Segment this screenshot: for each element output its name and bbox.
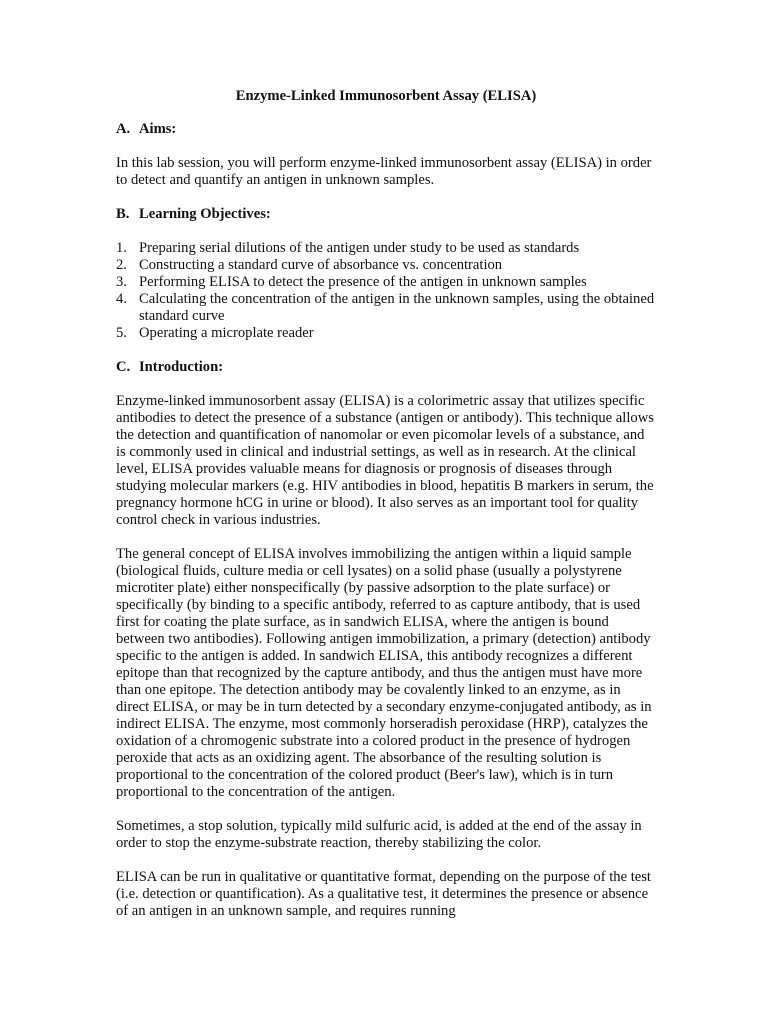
document-page [116,88,656,937]
list-item-number: 4. [116,291,127,307]
section-heading-objectives [116,206,656,223]
introduction-paragraph: Sometimes, a stop solution, typically mild sulfuric acid, is added at the end of the assay in order to stop the enzyme-substrate reaction, thereby stabilizing the color. [116,818,642,851]
list-item [116,240,656,257]
section-heading-text: Aims: [139,121,177,137]
list-item-number: 1. [116,240,127,256]
section-letter: C. [116,359,131,375]
list-item [116,257,656,274]
list-item-text: Calculating the concentration of the antigen in the unknown samples, using the obtained standard curve [139,291,655,324]
list-item [116,325,656,342]
list-item-number: 2. [116,257,127,273]
list-item-text: Operating a microplate reader [139,325,314,341]
introduction-paragraph: The general concept of ELISA involves immobilizing the antigen within a liquid sample (biological fluids, culture media or cell lysates) on a solid phase (usually a polystyrene microtiter plate) either nonspecifically (by passive adsorption to the plate surface) or specifically (by binding to a specific antibody, referred to as capture antibody, that is used first for coating the plate surface, as in sandwich ELISA, where the antigen is bound between two antibodies). Following antigen immobilization, a primary (detection) antibody specific to the antigen is added. In sandwich ELISA, this antibody recognizes a different epitope than that recognized by the capture antibody, and thus the antigen must have more than one epitope. The detection antibody may be covalently linked to an enzyme, as in direct ELISA, or may be in turn detected by a secondary enzyme-conjugated antibody, as in indirect ELISA. The enzyme, most commonly horseradish peroxidase (HRP), catalyzes the oxidation of a chromogenic substrate into a colored product in the presence of hydrogen peroxide that acts as an oxidizing agent. The absorbance of the resulting solution is proportional to the concentration of the colored product (Beer's law), which is in turn proportional to the concentration of the antigen. [116,546,652,800]
introduction-paragraph: ELISA can be run in qualitative or quantitative format, depending on the purpose of the test (i.e. detection or quantification). As a qualitative test, it determines the presence or absence of an antigen in an unknown sample, and requires running [116,869,651,919]
section-letter: B. [116,206,130,222]
list-item-text: Preparing serial dilutions of the antigen under study to be used as standards [139,240,580,256]
objectives-list [116,240,656,342]
section-heading-text: Learning Objectives: [139,206,271,222]
section-heading-aims [116,121,656,138]
document-title: Enzyme-Linked Immunosorbent Assay (ELISA) [235,88,537,104]
section-heading-introduction [116,359,656,376]
section-letter: A. [116,121,131,137]
introduction-paragraph: Enzyme-linked immunosorbent assay (ELISA) is a colorimetric assay that utilizes specific antibodies to detect the presence of a substance (antigen or antibody). This technique allows the detection and quantification of nanomolar or even picomolar levels of a substance, and is commonly used in clinical and industrial settings, as well as in research. At the clinical level, ELISA provides valuable means for diagnosis or prognosis of diseases through studying molecular markers (e.g. HIV antibodies in blood, hepatitis B markers in serum, the pregnancy hormone hCG in urine or blood). It also serves as an important tool for quality control check in various industries. [116,393,654,528]
list-item-text: Constructing a standard curve of absorbance vs. concentration [139,257,503,273]
list-item-number: 5. [116,325,127,341]
list-item [116,274,656,291]
list-item-text: Performing ELISA to detect the presence of the antigen in unknown samples [139,274,587,290]
aims-paragraph: In this lab session, you will perform enzyme-linked immunosorbent assay (ELISA) in order to detect and quantify an antigen in unknown samples. [116,155,652,188]
list-item [116,291,656,325]
list-item-number: 3. [116,274,127,290]
section-heading-text: Introduction: [139,359,224,375]
